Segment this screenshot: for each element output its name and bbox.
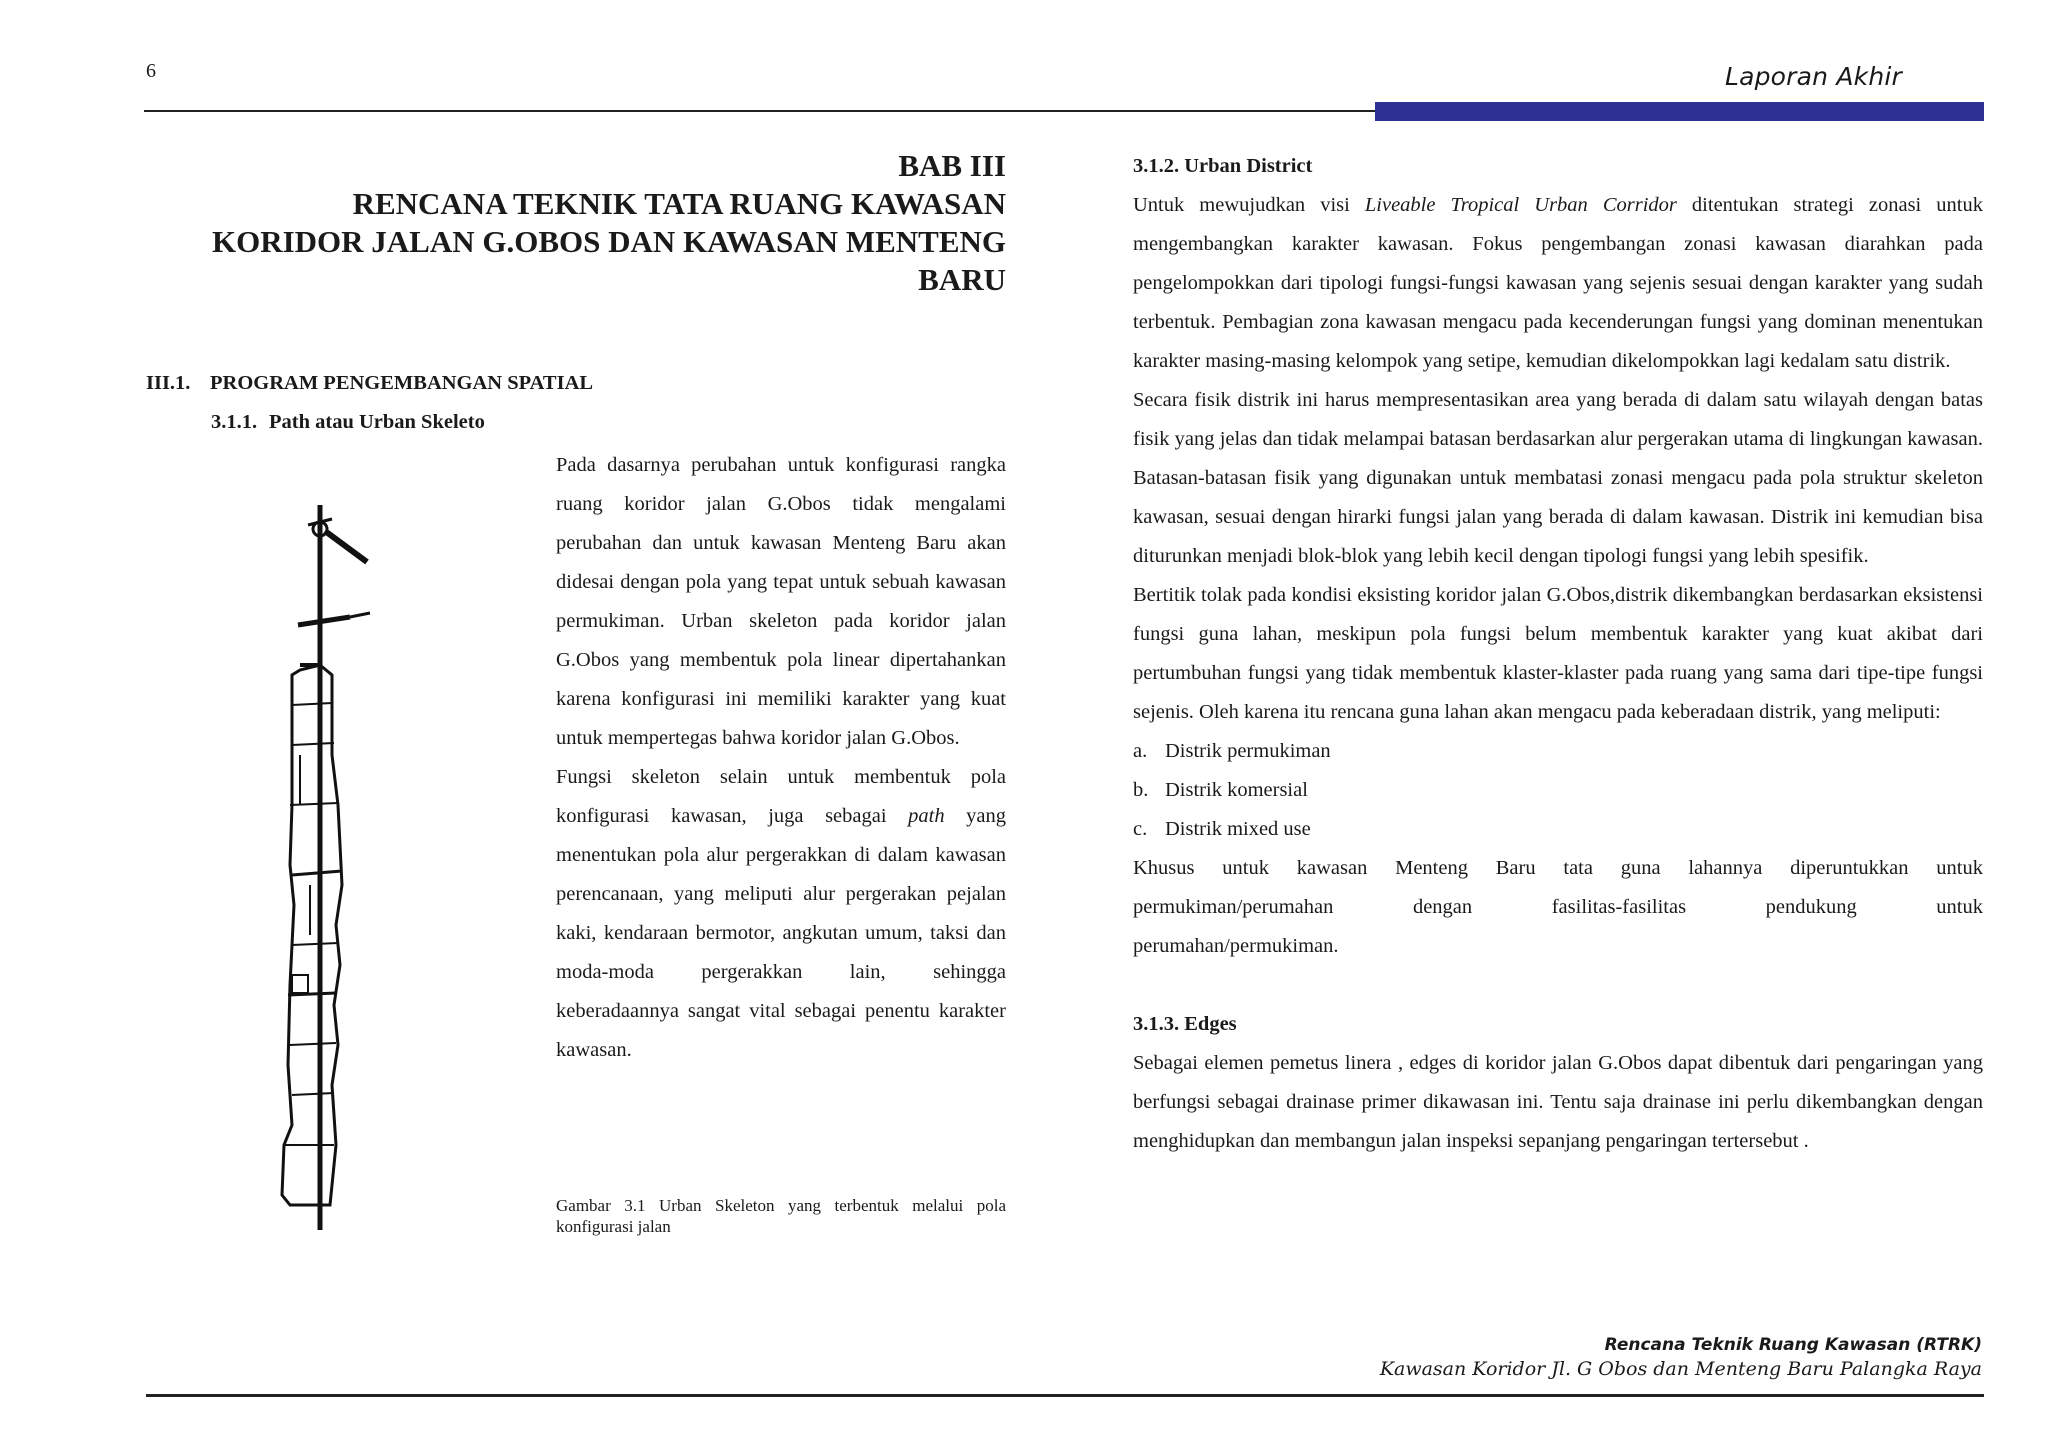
paragraph: Secara fisik distrik ini harus mempresentasikan area yang berada di dalam satu wilayah dengan batas fisik yang jelas dan tidak melampai batasan berdasarkan alur pergerakan utama di lingkungan kawasan. Batasan-batasan fisik yang digunakan untuk membatasi zonasi mengacu pada pola struktur skeleton kawasan, sesuai dengan hirarki fungsi jalan yang berada di dalam kawasan. Distrik ini kemudian bisa diturunkan menjadi blok-blok yang lebih kecil dengan tipologi fungsi yang lebih spesifik.	[1133, 389, 1983, 567]
list-text: Distrik permukiman	[1165, 740, 1331, 762]
header-accent-bar	[1375, 102, 1984, 121]
section-title: PROGRAM PENGEMBANGAN SPATIAL	[210, 372, 594, 394]
paragraph	[1133, 849, 1983, 927]
paragraph: Bertitik tolak pada kondisi eksisting koridor jalan G.Obos,distrik dikembangkan berdasarkan eksistensi fungsi guna lahan, meskipun pola fungsi belum membentuk karakter yang kuat akibat dari pertumbuhan fungsi yang tidak membentuk klaster-klaster pada ruang yang sama dari tipe-tipe fungsi sejenis. Oleh karena itu rencana guna lahan akan mengacu pada keberadaan distrik, yang meliputi:	[1133, 584, 1983, 723]
text-run: permukiman/perumahan dengan fasilitas-fasilitas pendukung untuk	[1133, 896, 1983, 918]
list-item	[1133, 732, 1983, 771]
footer-subtitle: Kawasan Koridor Jl. G Obos dan Menteng Baru Palangka Raya	[1379, 1358, 1982, 1380]
list-marker: c.	[1133, 818, 1148, 840]
chapter-line: KORIDOR JALAN G.OBOS DAN KAWASAN MENTENG	[211, 224, 1006, 259]
report-title: Laporan Akhir	[1724, 62, 1902, 91]
list-item	[1133, 810, 1983, 849]
subsection-number: 3.1.1.	[211, 411, 258, 433]
text-run: Fungsi skeleton selain untuk membentuk pola konfigurasi kawasan, juga sebagai	[556, 766, 1006, 827]
spacer	[1133, 966, 1983, 1005]
section-heading	[146, 372, 593, 395]
list-text: Distrik komersial	[1165, 779, 1308, 801]
right-column	[1133, 147, 1983, 1161]
paragraph: Pada dasarnya perubahan untuk konfigurasi rangka ruang koridor jalan G.Obos tidak mengalami perubahan dan untuk kawasan Menteng Baru akan didesai dengan pola yang tepat untuk sebuah kawasan permukiman. Urban skeleton pada koridor jalan G.Obos yang membentuk pola linear dipertahankan karena konfigurasi ini memiliki karakter yang kuat untuk mempertegas bahwa koridor jalan G.Obos.	[556, 454, 1006, 749]
figure-caption: Gambar 3.1 Urban Skeleton yang terbentuk melalui pola konfigurasi jalan	[556, 1196, 1006, 1236]
text-run: Khusus untuk kawasan Menteng Baru tata guna lahannya diperuntukkan untuk	[1133, 857, 1983, 879]
subsection-heading	[211, 411, 485, 434]
emphasis-text: path	[908, 805, 945, 827]
chapter-line: BAB III	[898, 148, 1006, 183]
subsection-title: Path atau Urban Skeleto	[269, 411, 485, 433]
section-number: III.1.	[146, 372, 191, 394]
subsection-heading: 3.1.3. Edges	[1133, 1013, 1237, 1035]
subsection-heading: 3.1.2. Urban District	[1133, 155, 1313, 177]
paragraph	[1133, 186, 1983, 381]
paragraph: Sebagai elemen pemetus linera , edges di koridor jalan G.Obos dapat dibentuk dari pengaringan yang berfungsi sebagai drainase primer dikawasan ini. Tentu saja drainase ini perlu dikembangkan dengan menghidupkan dan membangun jalan inspeksi sepanjang pengaringan tertersebut .	[1133, 1052, 1983, 1152]
chapter-line: RENCANA TEKNIK TATA RUANG KAWASAN	[352, 186, 1006, 221]
paragraph: perumahan/permukiman.	[1133, 935, 1339, 957]
left-body-text	[556, 446, 1006, 1070]
page-number: 6	[146, 60, 156, 82]
list-marker: b.	[1133, 779, 1149, 801]
paragraph	[556, 758, 1006, 1070]
list-marker: a.	[1133, 740, 1148, 762]
text-run: yang menentukan pola alur pergerakkan di dalam kawasan perencanaan, yang meliputi alur pergerakan pejalan kaki, kendaraan bermotor, angkutan umum, taksi dan moda-moda pergerakkan lain, sehingga keberadaannya sangat vital sebagai penentu karakter kawasan.	[556, 805, 1006, 1061]
text-run: Untuk mewujudkan visi	[1133, 194, 1365, 216]
emphasis-text: Liveable Tropical Urban Corridor	[1364, 194, 1677, 216]
urban-skeleton-figure	[270, 505, 390, 1230]
footer-rule	[146, 1394, 1984, 1397]
list-item	[1133, 771, 1983, 810]
chapter-heading	[140, 147, 1006, 299]
footer-title: Rencana Teknik Ruang Kawasan (RTRK)	[1604, 1335, 1982, 1355]
text-run: ditentukan strategi zonasi untuk mengembangkan karakter kawasan. Fokus pengembangan zonasi kawasan diarahkan pada pengelompokkan dari tipologi fungsi-fungsi kawasan yang sejenis sesuai dengan karakter yang sudah terbentuk. Pembagian zona kawasan mengacu pada kecenderungan fungsi yang dominan menentukan karakter masing-masing kelompok yang setipe, kemudian dikelompokkan lagi kedalam satu distrik.	[1133, 194, 1983, 372]
chapter-line: BARU	[918, 262, 1006, 297]
list-text: Distrik mixed use	[1165, 818, 1311, 840]
